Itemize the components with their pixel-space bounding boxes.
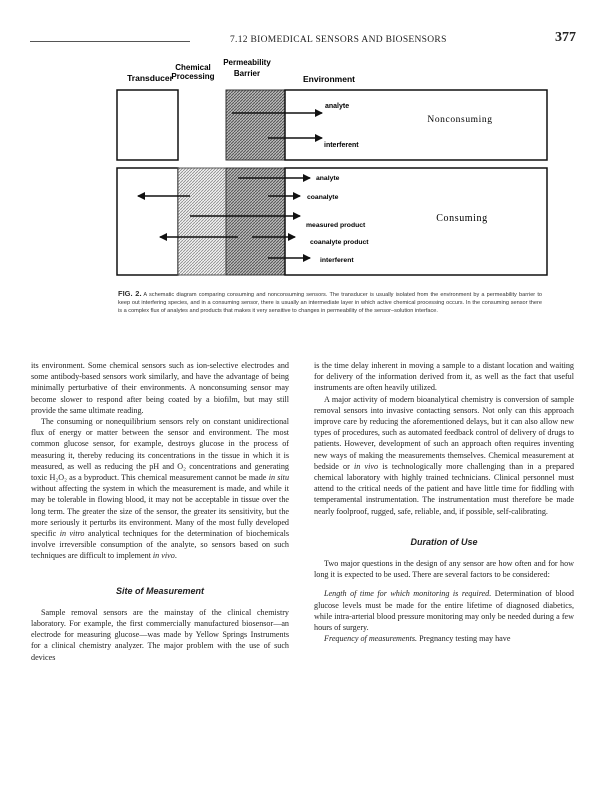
right-heading: Duration of Use [410,536,478,547]
right-paragraph-2: A major activity of modern bioanalytical chemistry is conversion of sample removal sensors into invasive contacting sensors. Not only can this approach improve care by reducing the aforementioned delays, but it can also allow new types of procedures, such as automated feedback control of delivery of drugs to patients. However, development of such an approach often requires inventing new ways of making the measurements themselves. Chemical measurement at bedside or in vivo is technologically more challenging than in a prepared chemical laboratory with highly trained technicians. Clinical personnel must attend to the critical needs of the patient and have little time for fiddling with temperamental instrumentation. The instrumentation must therefore be made nearly foolproof, rugged, safe, reliable, and, if possible, self-calibrating. [314,394,575,516]
lower-chem-layer [178,168,226,275]
lower-label-coanalyte: coanalyte [307,194,339,201]
right-paragraph-3: Two major questions in the design of any sensor are how often and for how long it is expected to be used. There are several factors to be considered: [314,559,574,580]
section-title: 7.12 BIOMEDICAL SENSORS AND BIOSENSORS [230,35,447,45]
left-paragraph-3: Sample removal sensors are the mainstay of the clinical chemistry laboratory. For example, the first commercially manufactured biosensor—an electrode for measuring glucose—was made by Yellow Springs Instruments for a clinical chemistry analyzer. The major problem with the use of such devices [31,607,289,662]
figure-caption [118,290,542,316]
upper-transducer [117,90,178,160]
right-paragraph-5: Frequency of measurements. Pregnancy testing may have [324,634,511,644]
lower-label-interferent: interferent [320,257,354,264]
left-column [31,360,289,663]
upper-environment [285,90,547,160]
col-label-transducer: Transducer [127,73,173,83]
left-paragraph-2: The consuming or nonequilibrium sensors rely on constant unidirectional flux of energy or matter between the sensor and environment. The most common glucose sensor, for example, destroys glucose in the process of measuring it, thereby reducing its concentrations in the tissue in which it is measured, as well as reducing the pH and O₂ concentrations and generating toxic H₂O₂ as a byproduct. This chemical measurement cannot be made in situ without affecting the system in which the measurement is made, and while it may be tolerable in flowing blood, it may not be acceptable in tissue over the long term. The greater the size of the sensor, the greater its sensitivity, but the more seriously it perturbs its environment. Many of the most fully developed specific in vitro analytical techniques for the determination of biochemicals involve irreversible consumption of the analyte, so sensors based on such techniques are difficult to implement in vivo. [31,417,290,561]
lower-barrier [226,168,285,275]
lower-mode-label: Consuming [436,213,488,224]
page-number: 377 [555,30,576,45]
left-paragraph-1: its environment. Some chemical sensors such as ion-selective electrodes and some antibody-based sensors work similarly, and have the advantage of being minimally perturbative of their environments. A nonconsuming sensor may become slower to respond after being coated by a biofilm, but may still provide the same ultimate reading. [31,361,289,415]
upper-label-interferent: interferent [324,142,359,149]
figure-diagram [0,0,606,290]
lower-label-measured-product: measured product [306,222,366,229]
lower-label-coanalyte-product: coanalyte product [310,239,369,246]
upper-label-analyte: analyte [325,103,350,110]
left-heading: Site of Measurement [115,585,205,596]
right-column [314,360,574,644]
col-label-chem-2: Processing [171,72,215,81]
lower-transducer [117,168,178,275]
upper-barrier [226,90,285,160]
caption-label: FIG. 2. [118,289,142,298]
right-paragraph-1: is the time delay inherent in moving a sample to a distant location and waiting for delivery of the information derived from it, as well as the fact that useful instruments are often heavily utilized. [314,361,574,393]
right-paragraph-4: Length of time for which monitoring is required. Determination of blood glucose levels must be made for the entire lifetime of diagnosed diabetics, while intra-arterial blood pressure monitoring may only be needed during a few hours of surgery. [314,589,574,633]
col-label-perm-2: Barrier [233,69,261,78]
caption-text: A schematic diagram comparing consuming and nonconsuming sensors. The transducer is usually isolated from the environment by a permeability barrier to keep out interfering species, and in a consuming sensor, there is usually an intermediate layer in which active chemical processing occurs. In the consuming sensor there is a complex flux of analytes and products that makes it very sensitive to changes in permeability of the sensor–solution interface. [118,292,543,314]
lower-label-analyte: analyte [316,175,340,182]
col-label-environment: Environment [303,74,355,84]
col-label-chem-1: Chemical [175,63,211,72]
upper-mode-label: Nonconsuming [427,115,493,125]
col-label-perm-1: Permeability [223,58,271,67]
